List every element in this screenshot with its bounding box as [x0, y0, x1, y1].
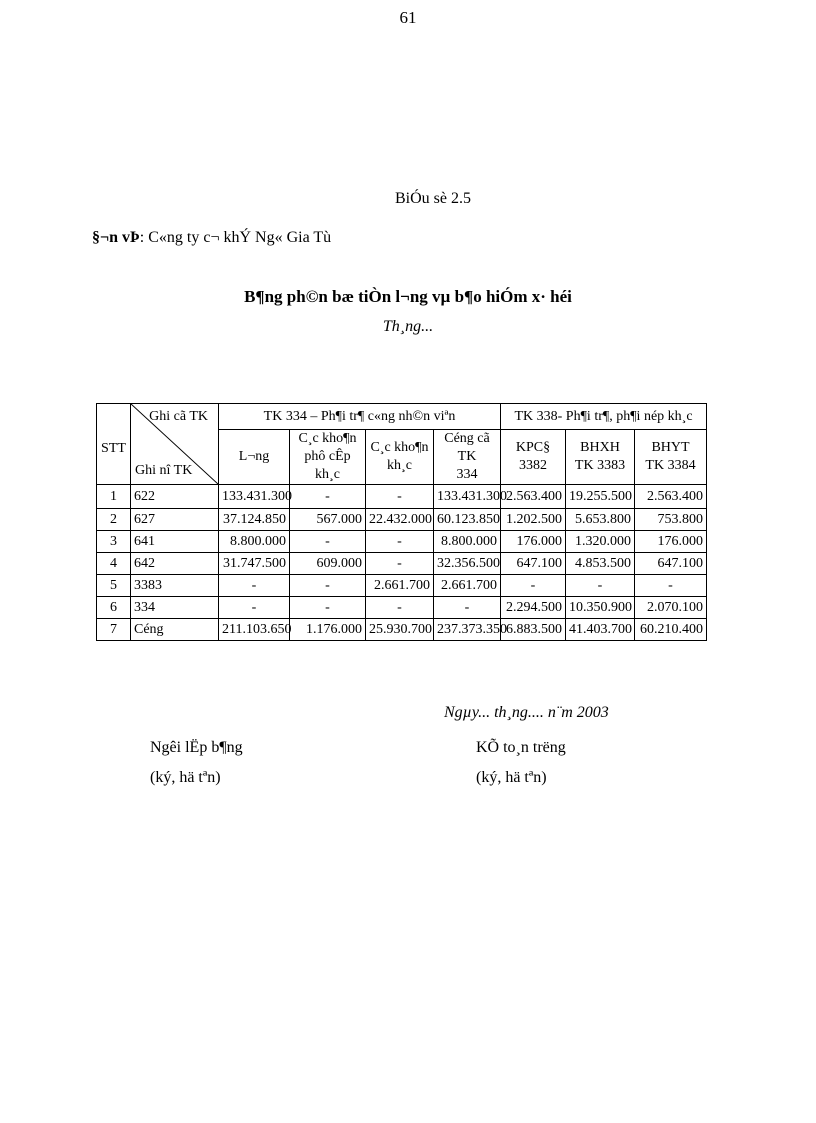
- row-value: 8.800.000: [434, 531, 501, 553]
- row-stt: 7: [97, 619, 131, 641]
- row-value: -: [290, 597, 366, 619]
- row-value: 32.356.500: [434, 553, 501, 575]
- page-number: 61: [399, 8, 417, 27]
- group-header-338: TK 338- Ph¶i tr¶, ph¶i nép kh¸c: [501, 404, 707, 430]
- row-value: 567.000: [290, 509, 366, 531]
- row-value: 1.176.000: [290, 619, 366, 641]
- row-value: 1.202.500: [501, 509, 566, 531]
- column-header-line2: TK 3383: [574, 458, 626, 473]
- column-header: [290, 430, 366, 485]
- row-value: -: [290, 485, 366, 509]
- row-value: 133.431.300: [219, 485, 290, 509]
- stt-header: STT: [97, 404, 131, 485]
- table-row: [97, 597, 707, 619]
- document-subtitle: Th¸ng...: [382, 318, 434, 335]
- row-value: 60.210.400: [635, 619, 707, 641]
- row-value: 25.930.700: [366, 619, 434, 641]
- row-value: -: [366, 553, 434, 575]
- column-header-line1: BHYT: [651, 440, 690, 455]
- row-stt: 1: [97, 485, 131, 509]
- row-value: -: [290, 575, 366, 597]
- row-value: 2.563.400: [501, 485, 566, 509]
- row-value: -: [366, 531, 434, 553]
- document-title: B¶ng ph©n bæ tiÒn l¬ng vµ b¶o hiÓm x· héi: [244, 287, 572, 306]
- row-value: 10.350.900: [566, 597, 635, 619]
- row-value: 176.000: [501, 531, 566, 553]
- column-header: [566, 430, 635, 485]
- row-value: -: [219, 575, 290, 597]
- row-stt: 3: [97, 531, 131, 553]
- row-value: 60.123.850: [434, 509, 501, 531]
- column-header-line1: KPC§: [515, 440, 551, 455]
- allocation-table: [96, 403, 707, 641]
- column-header-line1: L¬ng: [238, 449, 270, 464]
- row-value: -: [290, 531, 366, 553]
- row-value: -: [219, 597, 290, 619]
- row-value: 237.373.350: [434, 619, 501, 641]
- column-header-line2: 334: [456, 467, 478, 482]
- row-stt: 6: [97, 597, 131, 619]
- debit-account-label: Ghi nî TK: [135, 463, 193, 478]
- column-header: [434, 430, 501, 485]
- column-header-line1: C¸c kho¶n: [370, 440, 429, 455]
- table-row: [97, 619, 707, 641]
- row-value: 133.431.300: [434, 485, 501, 509]
- row-stt: 4: [97, 553, 131, 575]
- row-account: 642: [131, 553, 219, 575]
- row-value: 211.103.650: [219, 619, 290, 641]
- unit-label: §¬n vÞ: [92, 229, 140, 246]
- row-value: 6.883.500: [501, 619, 566, 641]
- preparer-note: (ký, hä tªn): [150, 769, 221, 786]
- table-row: [97, 485, 707, 509]
- unit-line: [92, 229, 331, 247]
- column-header-line2: phô cÊp kh¸c: [304, 449, 351, 482]
- row-account: Céng: [131, 619, 219, 641]
- row-value: 753.800: [635, 509, 707, 531]
- row-stt: 5: [97, 575, 131, 597]
- row-stt: 2: [97, 509, 131, 531]
- form-number: BiÓu sè 2.5: [395, 190, 471, 207]
- column-header-line1: Céng cã TK: [444, 431, 490, 464]
- signature-preparer: [150, 733, 243, 793]
- column-header-line2: kh¸c: [387, 458, 412, 473]
- row-account: 641: [131, 531, 219, 553]
- row-value: 4.853.500: [566, 553, 635, 575]
- row-value: -: [635, 575, 707, 597]
- column-header: [366, 430, 434, 485]
- table-row: [97, 553, 707, 575]
- table-row: [97, 509, 707, 531]
- row-value: 176.000: [635, 531, 707, 553]
- credit-account-label: Ghi cã TK: [149, 409, 208, 424]
- column-header-line2: 3382: [519, 458, 547, 473]
- row-value: 647.100: [501, 553, 566, 575]
- column-header-line1: C¸c kho¶n: [298, 431, 357, 446]
- row-value: -: [501, 575, 566, 597]
- row-account: 627: [131, 509, 219, 531]
- row-value: 2.294.500: [501, 597, 566, 619]
- column-header: [219, 430, 290, 485]
- row-value: 19.255.500: [566, 485, 635, 509]
- row-account: 622: [131, 485, 219, 509]
- row-value: -: [434, 597, 501, 619]
- row-value: 609.000: [290, 553, 366, 575]
- row-account: 3383: [131, 575, 219, 597]
- row-value: 5.653.800: [566, 509, 635, 531]
- chief-accountant-note: (ký, hä tªn): [476, 769, 547, 786]
- row-value: 2.661.700: [366, 575, 434, 597]
- date-line: Ngµy... th¸ng.... n¨m 2003: [444, 704, 609, 721]
- unit-value: : C«ng ty c¬ khÝ Ng« Gia Tù: [139, 229, 332, 246]
- row-value: 2.661.700: [434, 575, 501, 597]
- row-value: 2.070.100: [635, 597, 707, 619]
- row-value: 2.563.400: [635, 485, 707, 509]
- signature-chief-accountant: [476, 733, 566, 793]
- row-value: -: [366, 485, 434, 509]
- column-header: [635, 430, 707, 485]
- row-value: 647.100: [635, 553, 707, 575]
- preparer-title: Ngêi lËp b¶ng: [150, 739, 243, 756]
- row-value: 41.403.700: [566, 619, 635, 641]
- chief-accountant-title: KÕ to¸n trëng: [476, 739, 566, 756]
- row-value: 37.124.850: [219, 509, 290, 531]
- row-account: 334: [131, 597, 219, 619]
- row-value: 1.320.000: [566, 531, 635, 553]
- diagonal-header: [131, 404, 219, 485]
- row-value: -: [366, 597, 434, 619]
- row-value: 8.800.000: [219, 531, 290, 553]
- row-value: 22.432.000: [366, 509, 434, 531]
- table-row: [97, 575, 707, 597]
- column-header: [501, 430, 566, 485]
- table-row: [97, 531, 707, 553]
- row-value: 31.747.500: [219, 553, 290, 575]
- column-header-line1: BHXH: [580, 440, 620, 455]
- column-header-line2: TK 3384: [645, 458, 696, 473]
- row-value: -: [566, 575, 635, 597]
- group-header-334: TK 334 – Ph¶i tr¶ c«ng nh©n viªn: [219, 404, 501, 430]
